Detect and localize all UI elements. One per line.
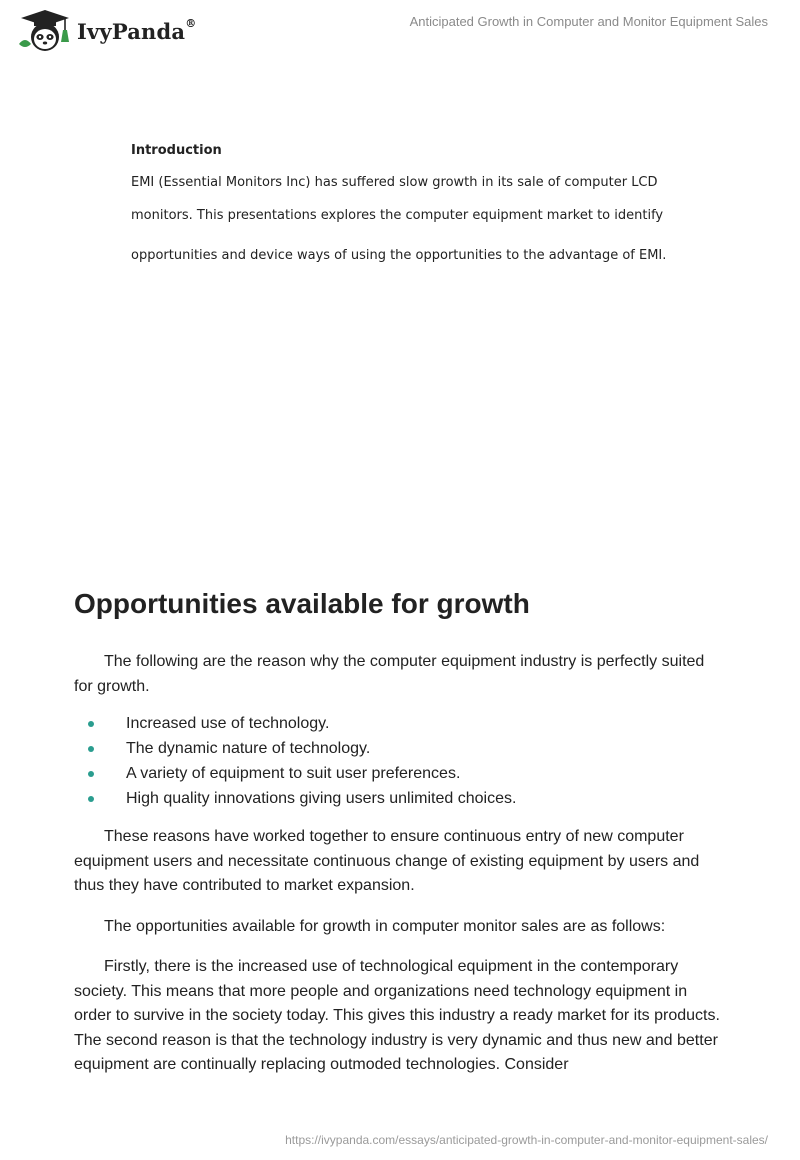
paragraph: These reasons have worked together to ensure continuous entry of new computer equipment users and necessitate continuous change of existing equipment by users and thus they have contributed to market expansion.	[74, 828, 700, 894]
registered-mark: ®	[185, 17, 197, 30]
bullet-list	[74, 711, 724, 811]
slide-title: Introduction	[131, 143, 222, 158]
document-title: Anticipated Growth in Computer and Monitor Equipment Sales	[409, 14, 768, 29]
slide-line: monitors. This presentations explores the computer equipment market to identify	[131, 208, 664, 223]
bullet-icon	[88, 746, 94, 752]
paragraph: The following are the reason why the computer equipment industry is perfectly suited for growth.	[74, 653, 705, 695]
list-item: The dynamic nature of technology.	[74, 736, 724, 761]
bullet-icon	[88, 796, 94, 802]
source-url[interactable]: https://ivypanda.com/essays/anticipated-growth-in-computer-and-monitor-equipment-sales/	[285, 1133, 768, 1147]
panda-graduate-icon	[15, 8, 73, 54]
list-item: A variety of equipment to suit user preferences.	[74, 761, 724, 786]
essay-content	[74, 584, 724, 1094]
logo-wordmark: IvyPanda®	[77, 17, 197, 44]
slide-line: EMI (Essential Monitors Inc) has suffered slow growth in its sale of computer LCD	[131, 175, 658, 190]
bullet-icon	[88, 771, 94, 777]
list-item: High quality innovations giving users unlimited choices.	[74, 786, 724, 811]
paragraph: Firstly, there is the increased use of technological equipment in the contemporary society. This means that more people and organizations need technology equipment in order to survive in the society today. This gives this industry a ready market for its products. The second reason is that the technology industry is very dynamic and thus new and better equipment are continually replacing outmoded technologies. Consider	[74, 958, 720, 1073]
page-header	[0, 0, 800, 60]
slide-line: opportunities and device ways of using the opportunities to the advantage of EMI.	[131, 248, 667, 263]
slide-image	[131, 140, 711, 276]
section-heading: Opportunities available for growth	[74, 588, 530, 619]
ivypanda-logo[interactable]	[15, 8, 205, 54]
list-item: Increased use of technology.	[74, 711, 724, 736]
bullet-icon	[88, 721, 94, 727]
paragraph: The opportunities available for growth in computer monitor sales are as follows:	[104, 917, 666, 935]
